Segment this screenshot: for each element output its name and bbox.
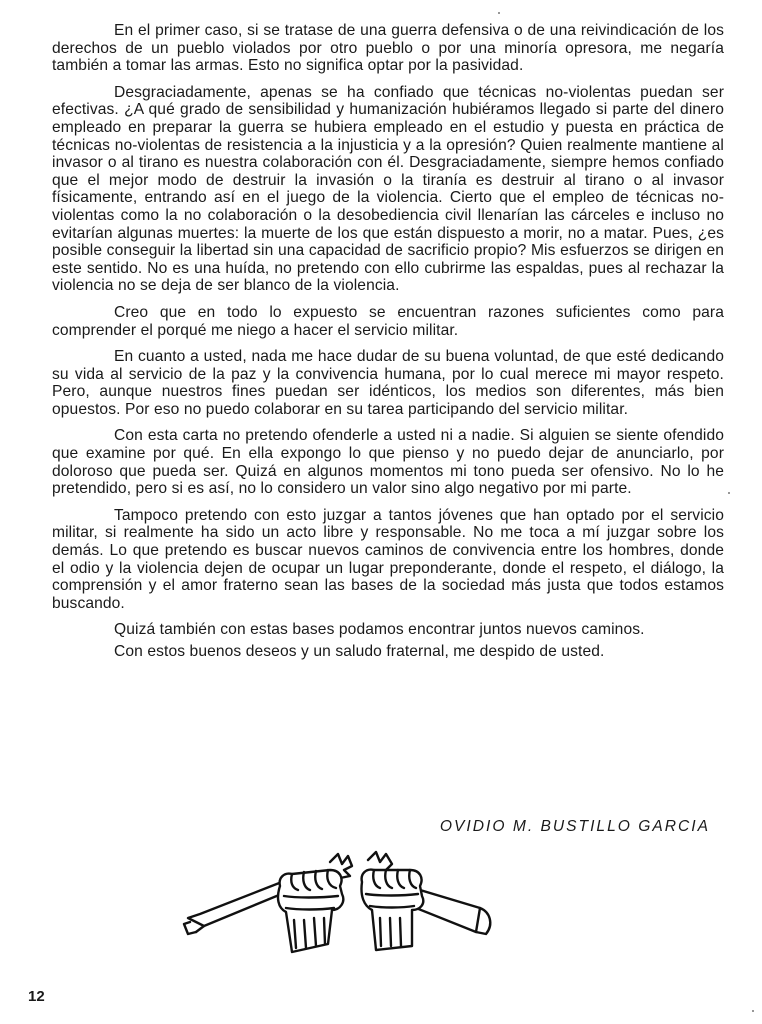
letter-body <box>52 22 724 670</box>
paragraph-5: Con esta carta no pretendo ofenderle a usted ni a nadie. Si alguien se siente ofendido que examine por qué. En ella expongo lo que pienso y no puedo dejar de anunciarlo, por doloroso que pueda ser. Quizá en algunos momentos mi tono pueda ser ofensivo. No lo he pretendido, pero si es así, no lo considero un valor sino algo negativo por mi parte. <box>52 427 724 498</box>
paragraph-3: Creo que en todo lo expuesto se encuentran razones suficientes como para comprender el porqué me niego a hacer el servicio militar. <box>52 303 724 339</box>
scan-speck <box>752 1010 754 1012</box>
fists-breaking-rifle-icon <box>180 848 500 960</box>
paragraph-4: En cuanto a usted, nada me hace dudar de su buena voluntad, de que esté dedicando su vida al servicio de la paz y la convivencia humana, por lo cual merece mi mayor respeto. Pero, aunque nuestros fines puedan ser idénticos, los medios son diferentes, más bien opuestos. Por eso no puedo colaborar en su tarea participando del servicio militar. <box>52 348 724 418</box>
paragraph-2: Desgraciadamente, apenas se ha confiado que técnicas no-violentas puedan ser efectivas. ¿A qué grado de sensibilidad y humanización hubiéramos llegado si parte del dinero empleado en preparar la guerra se hubiera empleado en el estudio y puesta en práctica de técnicas no-violentas de resistencia a la injusticia y a la opresión? Quien realmente mantiene al invasor o al tirano es nuestra colaboración con él. Desgraciadamente, siempre hemos confiado que el mejor modo de destruir la invasión o la tiranía es destruir al tirano o al invasor físicamente, entrando así en el juego de la violencia. Cierto que el empleo de técnicas no-violentas como la no colaboración o la desobediencia civil llenarían las cárceles e incluso no evitarían algunas muertes: la muerte de los que están dispuesto a morir, no a matar. Pues, ¿es posible conseguir la libertad sin una capacidad de sacrificio propio? Mis esfuerzos se dirigen en este sentido. No es una huída, no pretendo con ello cubrirme las espaldas, pues al rechazar la violencia no se deja de ser blanco de la violencia. <box>52 83 724 295</box>
signature: OVIDIO M. BUSTILLO GARCIA <box>439 818 710 835</box>
scan-speck <box>728 492 730 494</box>
paragraph-6: Tampoco pretendo con esto juzgar a tantos jóvenes que han optado por el servicio militar, si realmente ha sido un acto libre y responsable. No me toca a mí juzgar sobre los demás. Lo que pretendo es buscar nuevos caminos de convivencia entre los hombres, donde el odio y la violencia dejen de ocupar un lugar preponderante, donde el respeto, el diálogo, la comprensión y el amor fraterno sean las bases de la sociedad más justa que todos estamos buscando. <box>52 506 724 612</box>
paragraph-7: Quizá también con estas bases podamos encontrar juntos nuevos caminos. <box>114 621 645 639</box>
paragraph-8: Con estos buenos deseos y un saludo fraternal, me despido de usted. <box>114 643 605 660</box>
paragraph-1: En el primer caso, si se tratase de una guerra defensiva o de una reivindicación de los derechos de un pueblo violados por otro pueblo o por una minoría opresora, me negaría también a tomar las armas. Esto no significa optar por la pasividad. <box>52 22 724 75</box>
scan-speck <box>498 12 500 14</box>
page-number: 12 <box>28 988 45 1005</box>
